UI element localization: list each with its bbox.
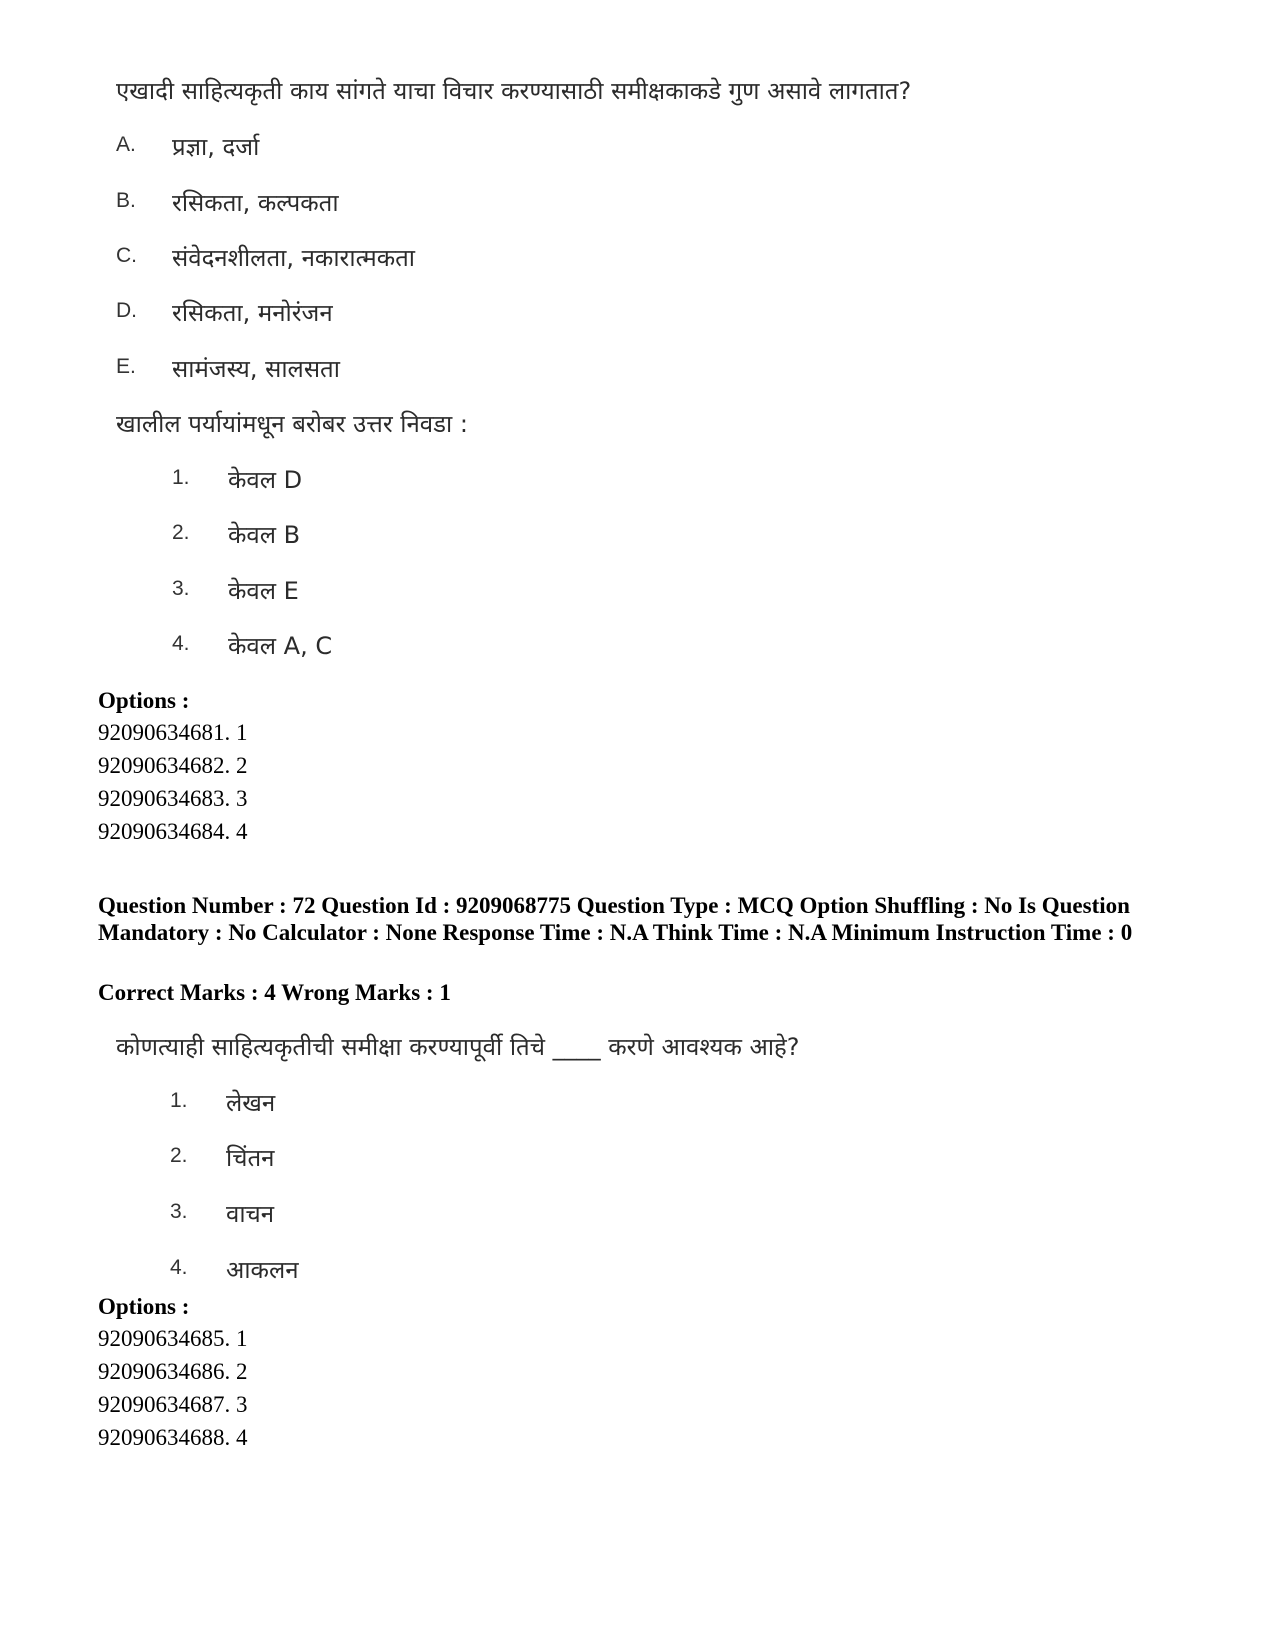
choice-text: चिंतन bbox=[226, 1144, 275, 1172]
choice-text: केवल E bbox=[228, 577, 299, 605]
statement-text: संवेदनशीलता, नकारात्मकता bbox=[172, 244, 416, 272]
q72-question-text: कोणत्याही साहित्यकृतीची समीक्षा करण्यापूर्वी तिचे ____ करणे आवश्यक आहे? bbox=[116, 1033, 800, 1061]
option-item: 92090634683. 3 bbox=[98, 786, 248, 811]
statement-text: प्रज्ञा, दर्जा bbox=[172, 133, 260, 161]
q72-meta: Question Number : 72 Question Id : 9209068775 Question Type : MCQ Option Shuffling : No Is Question Mandatory : No Calculator : None Response Time : N.A Think Time : N.A Minimum Instruction Time : 0 bbox=[98, 893, 1133, 945]
q72-marks: Correct Marks : 4 Wrong Marks : 1 bbox=[98, 980, 451, 1005]
q72-options-label: Options : bbox=[98, 1294, 190, 1319]
q71-options-list bbox=[98, 716, 248, 848]
choice-number: 3. bbox=[170, 1200, 188, 1223]
option-item: 92090634682. 2 bbox=[98, 753, 248, 778]
option-item: 92090634688. 4 bbox=[98, 1425, 248, 1450]
choice-number: 1. bbox=[172, 466, 190, 489]
statement-text: रसिकता, मनोरंजन bbox=[172, 299, 333, 327]
choice-text: केवल B bbox=[228, 521, 301, 549]
choice-text: केवल A, C bbox=[228, 632, 333, 660]
choice-text: केवल D bbox=[228, 466, 303, 494]
q71-question-text: एखादी साहित्यकृती काय सांगते याचा विचार करण्यासाठी समीक्षकाकडे गुण असावे लागतात? bbox=[116, 77, 912, 105]
option-item: 92090634686. 2 bbox=[98, 1359, 248, 1384]
option-item: 92090634685. 1 bbox=[98, 1326, 248, 1351]
q72-options-list bbox=[98, 1322, 248, 1454]
option-item: 92090634684. 4 bbox=[98, 819, 248, 844]
choice-text: लेखन bbox=[226, 1089, 276, 1117]
statement-letter: D. bbox=[116, 299, 137, 322]
choice-number: 3. bbox=[172, 577, 190, 600]
option-item: 92090634687. 3 bbox=[98, 1392, 248, 1417]
statement-letter: B. bbox=[116, 189, 136, 212]
option-item: 92090634681. 1 bbox=[98, 720, 248, 745]
choice-number: 2. bbox=[172, 521, 190, 544]
choice-text: आकलन bbox=[226, 1256, 299, 1284]
statement-letter: C. bbox=[116, 244, 137, 267]
choice-number: 4. bbox=[172, 632, 190, 655]
choice-text: वाचन bbox=[226, 1200, 275, 1228]
choice-number: 1. bbox=[170, 1089, 188, 1112]
statement-text: सामंजस्य, सालसता bbox=[172, 355, 340, 383]
choice-number: 4. bbox=[170, 1256, 188, 1279]
choice-number: 2. bbox=[170, 1144, 188, 1167]
statement-text: रसिकता, कल्पकता bbox=[172, 189, 339, 217]
statement-letter: E. bbox=[116, 355, 136, 378]
statement-letter: A. bbox=[116, 133, 136, 156]
q71-options-label: Options : bbox=[98, 688, 190, 713]
q71-instruction: खालील पर्यायांमधून बरोबर उत्तर निवडा : bbox=[116, 410, 468, 438]
